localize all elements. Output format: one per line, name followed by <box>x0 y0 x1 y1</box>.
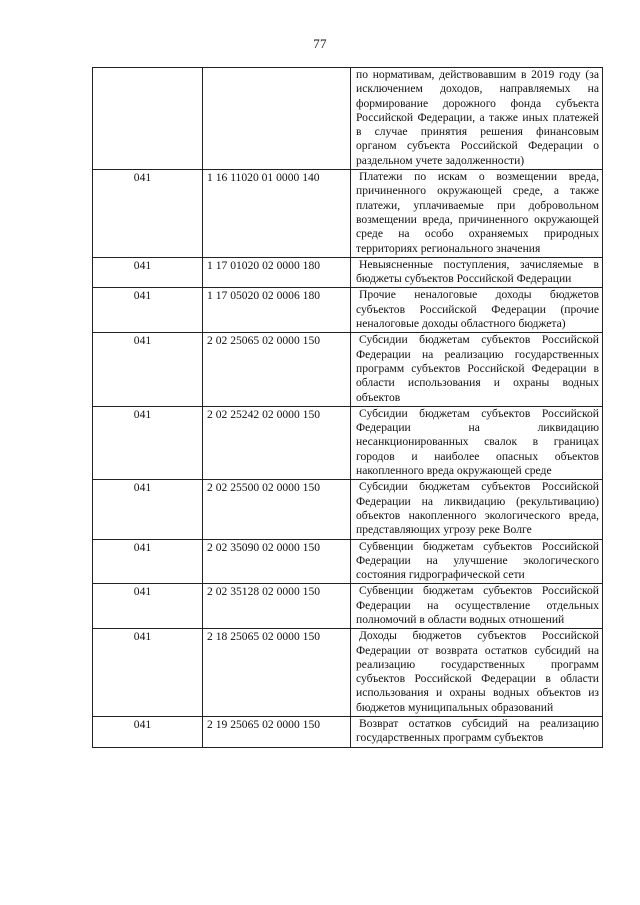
budget-revenue-table <box>92 67 603 748</box>
page-number: 77 <box>313 36 327 51</box>
revenue-name-cell: Возврат остатков субсидий на реализацию государственных программ субъектов <box>351 717 603 748</box>
revenue-name-cell: Платежи по искам о возмещении вреда, причиненного окружающей среде, а также платежи, уплачиваемые при добровольном возмещении вреда, причиненного окружающей среде на особо охраняемых природных территориях регионального значения <box>351 170 603 258</box>
revenue-name-cell: Прочие неналоговые доходы бюджетов субъектов Российской Федерации (прочие неналоговые доходы областного бюджета) <box>351 288 603 333</box>
table-row <box>93 584 603 629</box>
revenue-name-cell: Субвенции бюджетам субъектов Российской Федерации на осуществление отдельных полномочий в области водных отношений <box>351 584 603 629</box>
revenue-name-cell: Субсидии бюджетам субъектов Российской Федерации на ликвидацию (рекультивацию) объектов накопленного экологического вреда, представляющих угрозу реке Волге <box>351 480 603 539</box>
table-row <box>93 170 603 258</box>
table-row <box>93 68 603 170</box>
table-row <box>93 257 603 288</box>
admin-code-cell: 041 <box>93 257 203 288</box>
admin-code-cell: 041 <box>93 629 203 717</box>
budget-code-cell: 2 02 35128 02 0000 150 <box>203 584 351 629</box>
table-row <box>93 539 603 584</box>
admin-code-cell: 041 <box>93 480 203 539</box>
revenue-name-cell: Субвенции бюджетам субъектов Российской Федерации на улучшение экологического состояния гидрографической сети <box>351 539 603 584</box>
revenue-name-cell: Доходы бюджетов субъектов Российской Федерации от возврата остатков субсидий на реализацию государственных программ субъектов Российской Федерации в области использования и охраны водных объектов из бюджетов муниципальных образований <box>351 629 603 717</box>
table-row <box>93 406 603 479</box>
admin-code-cell <box>93 68 203 170</box>
admin-code-cell: 041 <box>93 406 203 479</box>
admin-code-cell: 041 <box>93 584 203 629</box>
admin-code-cell: 041 <box>93 717 203 748</box>
admin-code-cell: 041 <box>93 288 203 333</box>
budget-code-cell: 1 17 01020 02 0000 180 <box>203 257 351 288</box>
table-row <box>93 288 603 333</box>
revenue-name-cell: Субсидии бюджетам субъектов Российской Федерации на реализацию государственных программ субъектов Российской Федерации в области использования и охраны водных объектов <box>351 333 603 406</box>
table-row <box>93 629 603 717</box>
budget-code-cell: 2 02 25065 02 0000 150 <box>203 333 351 406</box>
revenue-name-cell: по нормативам, действовавшим в 2019 году (за исключением доходов, направляемых на формирование дорожного фонда субъекта Российской Федерации, а также иных платежей в случае принятия решения финансовым органом субъекта Российской Федерации о раздельном учете задолженности) <box>351 68 603 170</box>
budget-code-cell: 1 17 05020 02 0006 180 <box>203 288 351 333</box>
budget-code-cell: 2 19 25065 02 0000 150 <box>203 717 351 748</box>
budget-code-cell: 1 16 11020 01 0000 140 <box>203 170 351 258</box>
admin-code-cell: 041 <box>93 539 203 584</box>
admin-code-cell: 041 <box>93 333 203 406</box>
budget-code-cell: 2 02 25242 02 0000 150 <box>203 406 351 479</box>
budget-code-cell: 2 02 35090 02 0000 150 <box>203 539 351 584</box>
revenue-name-cell: Невыясненные поступления, зачисляемые в бюджеты субъектов Российской Федерации <box>351 257 603 288</box>
admin-code-cell: 041 <box>93 170 203 258</box>
budget-code-cell: 2 02 25500 02 0000 150 <box>203 480 351 539</box>
table-row <box>93 333 603 406</box>
table-row <box>93 480 603 539</box>
budget-code-cell <box>203 68 351 170</box>
table-row <box>93 717 603 748</box>
revenue-name-cell: Субсидии бюджетам субъектов Российской Федерации на ликвидацию несанкционированных свалок в границах городов и наиболее опасных объектов накопленного вреда окружающей среде <box>351 406 603 479</box>
budget-code-cell: 2 18 25065 02 0000 150 <box>203 629 351 717</box>
